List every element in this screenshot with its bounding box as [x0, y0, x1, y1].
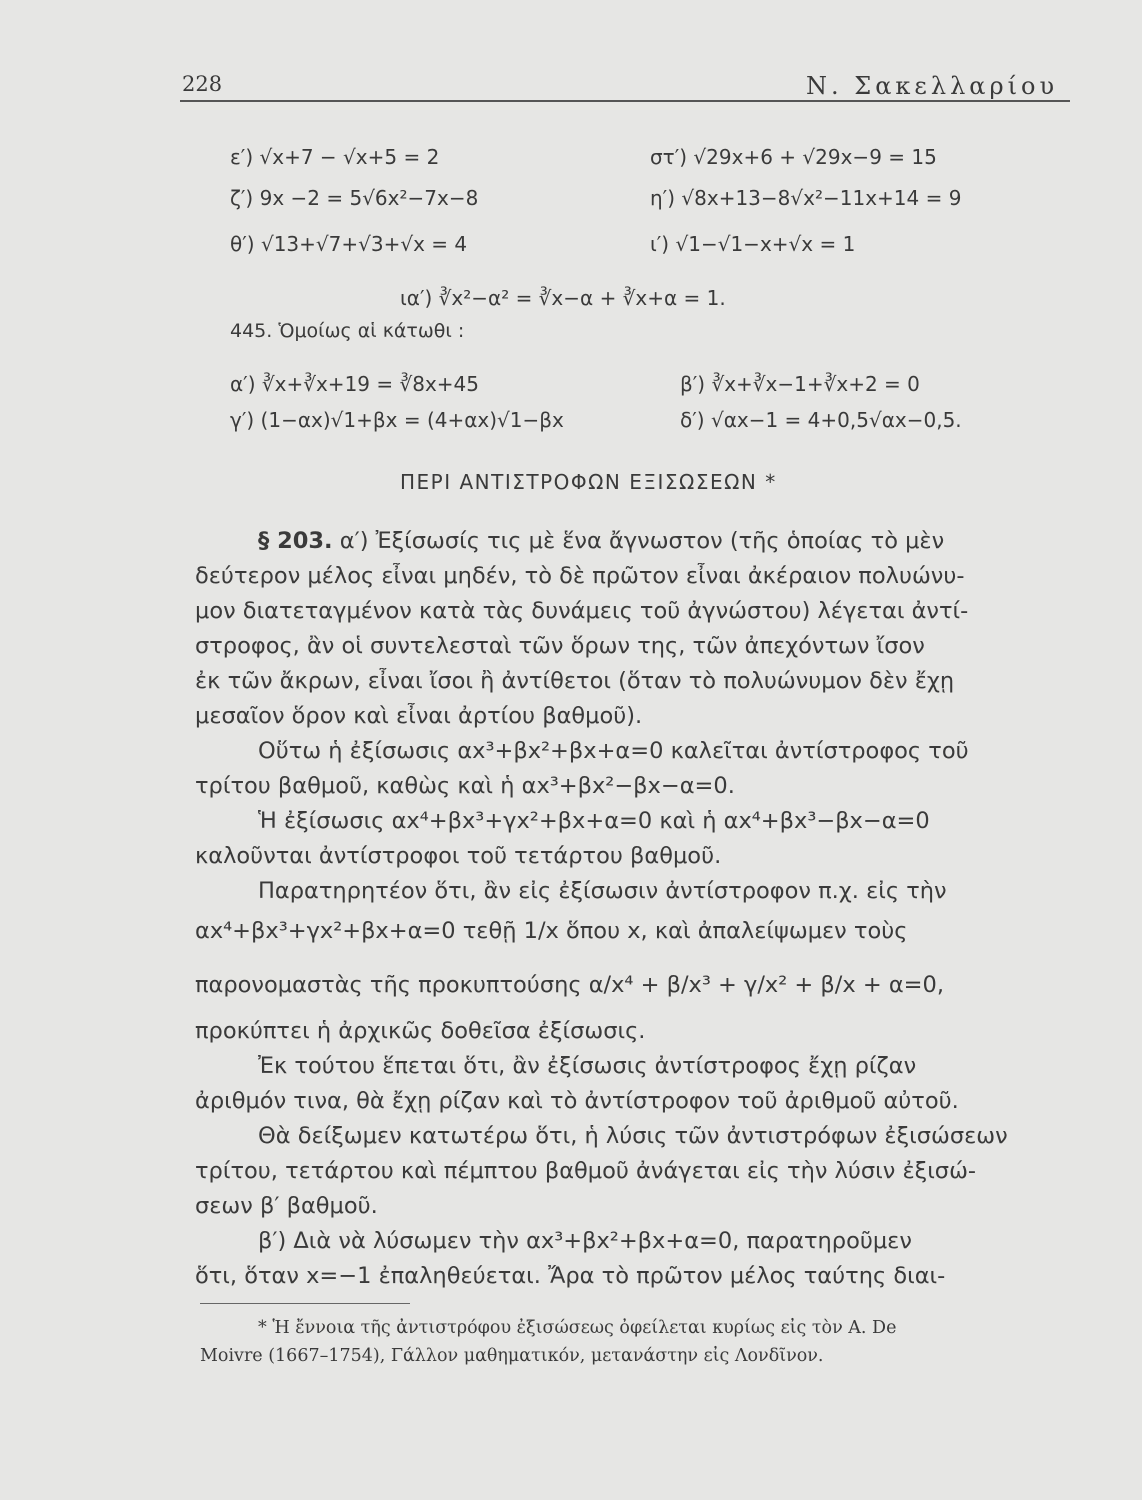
equation-expr: √29x+6 + √29x−9 = 15: [693, 145, 937, 169]
equation-zeta: [230, 186, 478, 210]
paragraph-line: μον διατεταγμένον κατὰ τὰς δυνάμεις τοῦ ἀγνώστου) λέγεται ἀντί-: [195, 598, 969, 624]
equation-445-delta: [680, 408, 962, 432]
equation-445-gamma: [230, 408, 564, 432]
equation-label: α′): [230, 372, 256, 396]
footnote-line: Moivre (1667–1754), Γάλλον μαθηματικόν, μετανάστην εἰς Λονδῖνον.: [200, 1346, 824, 1366]
equation-label: στ′): [650, 145, 688, 169]
paragraph-line: δεύτερον μέλος εἶναι μηδέν, τὸ δὲ πρῶτον εἶναι ἀκέραιον πολυώνυ-: [195, 563, 965, 589]
equation-445-alpha: [230, 372, 479, 396]
equation-expr: ∛x+∛x+19 = ∛8x+45: [261, 372, 479, 396]
paragraph-line: τρίτου, τετάρτου καὶ πέμπτου βαθμοῦ ἀνάγεται εἰς τὴν λύσιν ἐξισώ-: [195, 1158, 977, 1184]
equation-expr: √8x+13−8√x²−11x+14 = 9: [681, 186, 962, 210]
footnote-rule: [200, 1303, 410, 1304]
paragraph-line: ἐκ τῶν ἄκρων, εἶναι ἴσοι ἢ ἀντίθετοι (ὅταν τὸ πολυώνυμον δὲν ἔχῃ: [195, 668, 955, 694]
paragraph-line: Θὰ δείξωμεν κατωτέρω ὅτι, ἡ λύσις τῶν ἀντιστρόφων ἐξισώσεων: [258, 1123, 1008, 1149]
equation-expr: √1−√1−x+√x = 1: [675, 232, 856, 256]
equation-label: ε′): [230, 145, 254, 169]
equation-label: η′): [650, 186, 676, 210]
paragraph-line: Ἡ ἐξίσωσις αx⁴+βx³+γx²+βx+α=0 καὶ ἡ αx⁴+βx³−βx−α=0: [258, 808, 930, 834]
paragraph-line: Ἐκ τούτου ἕπεται ὅτι, ἂν ἐξίσωσις ἀντίστροφος ἔχῃ ρίζαν: [258, 1053, 917, 1079]
equation-label: θ′): [230, 232, 255, 256]
equation-expr: √αx−1 = 4+0,5√αx−0,5.: [710, 408, 962, 432]
header-rule: [180, 100, 1070, 102]
section-mark: § 203.: [258, 528, 333, 554]
equation-label: β′): [680, 372, 706, 396]
equation-expr: √x+7 − √x+5 = 2: [259, 145, 440, 169]
equation-label: δ′): [680, 408, 705, 432]
paragraph-line: β′) Διὰ νὰ λύσωμεν τὴν αx³+βx²+βx+α=0, παρατηροῦμεν: [258, 1228, 912, 1254]
equation-iota: [650, 232, 855, 256]
equation-stigma: [650, 145, 937, 169]
equation-label: γ′): [230, 408, 255, 432]
paragraph-line: προκύπτει ἡ ἀρχικῶς δοθεῖσα ἐξίσωσις.: [195, 1018, 646, 1044]
equation-epsilon: [230, 145, 439, 169]
equation-445-beta: [680, 372, 920, 396]
equation-expr: 9x −2 = 5√6x²−7x−8: [259, 186, 479, 210]
paragraph-line: τρίτου βαθμοῦ, καθὼς καὶ ἡ αx³+βx²−βx−α=0.: [195, 773, 735, 799]
equation-eta: [650, 186, 961, 210]
equation-label: ι′): [650, 232, 670, 256]
exercise-445-heading: 445. Ὁμοίως αἱ κάτωθι :: [230, 320, 465, 342]
paragraph-line: παρονομαστὰς τῆς προκυπτούσης α/x⁴ + β/x³ + γ/x² + β/x + α=0,: [195, 972, 944, 998]
running-head-author: Ν. Σακελλαρίου: [806, 72, 1059, 100]
equation-expr: ∛x²−α² = ∛x−α + ∛x+α = 1.: [438, 286, 726, 310]
equation-expr: ∛x+∛x−1+∛x+2 = 0: [711, 372, 920, 396]
equation-expr: (1−αx)√1+βx = (4+αx)√1−βx: [260, 408, 564, 432]
paragraph-line: Παρατηρητέον ὅτι, ἂν εἰς ἐξίσωσιν ἀντίστροφον π.χ. εἰς τὴν: [258, 878, 947, 904]
equation-theta: [230, 232, 467, 256]
paragraph-line: καλοῦνται ἀντίστροφοι τοῦ τετάρτου βαθμοῦ.: [195, 843, 722, 869]
equation-label: ζ′): [230, 186, 254, 210]
equation-expr: √13+√7+√3+√x = 4: [260, 232, 468, 256]
section-title: ΠΕΡΙ ΑΝΤΙΣΤΡΟΦΩΝ ΕΞΙΣΩΣΕΩΝ *: [400, 470, 777, 494]
paragraph-line: στροφος, ἂν οἱ συντελεσταὶ τῶν ὅρων της, τῶν ἀπεχόντων ἴσον: [195, 633, 925, 659]
paragraph-line: αx⁴+βx³+γx²+βx+α=0 τεθῇ 1/x ὅπου x, καὶ ἀπαλείψωμεν τοὺς: [195, 918, 908, 944]
paragraph-line: Οὕτω ἡ ἐξίσωσις αx³+βx²+βx+α=0 καλεῖται ἀντίστροφος τοῦ: [258, 738, 969, 764]
page-number: 228: [182, 72, 223, 96]
footnote-line: * Ἡ ἔννοια τῆς ἀντιστρόφου ἐξισώσεως ὀφείλεται κυρίως εἰς τὸν A. De: [258, 1318, 897, 1338]
equation-iota-alpha: [400, 286, 726, 310]
paragraph-line: § 203. α′) Ἐξίσωσίς τις μὲ ἕνα ἄγνωστον (τῆς ὁποίας τὸ μὲν: [258, 528, 945, 554]
paragraph-line: μεσαῖον ὅρον καὶ εἶναι ἀρτίου βαθμοῦ).: [195, 703, 643, 729]
paragraph-line: ἀριθμόν τινα, θὰ ἔχῃ ρίζαν καὶ τὸ ἀντίστροφον τοῦ ἀριθμοῦ αὐτοῦ.: [195, 1088, 959, 1114]
paragraph-line: σεων β′ βαθμοῦ.: [195, 1193, 378, 1219]
equation-label: ια′): [400, 286, 433, 310]
paragraph-line: ὅτι, ὅταν x=−1 ἐπαληθεύεται. Ἄρα τὸ πρῶτον μέλος ταύτης διαι-: [195, 1263, 946, 1289]
